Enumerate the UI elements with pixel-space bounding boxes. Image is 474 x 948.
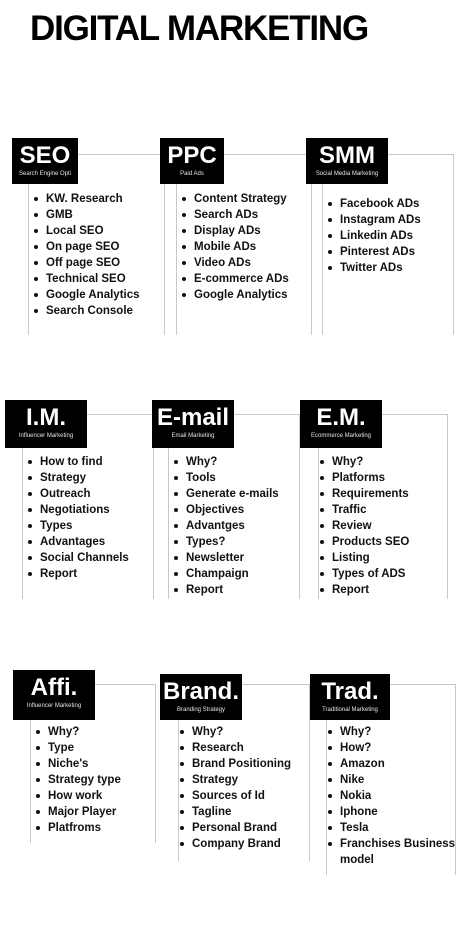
list-item: Instagram ADs bbox=[326, 212, 421, 228]
card-subtitle: Branding Strategy bbox=[176, 707, 226, 713]
list-item: Newsletter bbox=[172, 550, 279, 566]
card-subtitle: Social Media Marketing bbox=[315, 171, 379, 177]
list-item: KW. Research bbox=[32, 191, 140, 207]
list-item: Strategy bbox=[26, 470, 129, 486]
list-item: On page SEO bbox=[32, 239, 140, 255]
list-item: Why? bbox=[178, 724, 291, 740]
list-item: How to find bbox=[26, 454, 129, 470]
list-item: Generate e-mails bbox=[172, 486, 279, 502]
list-item: Strategy bbox=[178, 772, 291, 788]
list-item: Champaign bbox=[172, 566, 279, 582]
card-badge bbox=[160, 674, 242, 720]
card-subtitle: Email Marketing bbox=[171, 433, 215, 439]
list-item: Requirements bbox=[318, 486, 409, 502]
card-badge bbox=[160, 138, 224, 184]
card-item-list bbox=[326, 724, 466, 868]
list-item: Report bbox=[172, 582, 279, 598]
list-item: Strategy type bbox=[34, 772, 121, 788]
card-subtitle: Search Engine Opti bbox=[18, 171, 72, 177]
card-subtitle: Traditional Marketing bbox=[322, 707, 378, 713]
list-item: E-commerce ADs bbox=[180, 271, 289, 287]
list-item: Sources of Id bbox=[178, 788, 291, 804]
card-item-list bbox=[172, 454, 279, 598]
list-item: Twitter ADs bbox=[326, 260, 421, 276]
list-item: Advantges bbox=[172, 518, 279, 534]
card-badge bbox=[13, 670, 95, 720]
list-item: Content Strategy bbox=[180, 191, 289, 207]
list-item: Local SEO bbox=[32, 223, 140, 239]
list-item: Objectives bbox=[172, 502, 279, 518]
card-subtitle: Paid Ads bbox=[180, 171, 204, 177]
list-item: Report bbox=[318, 582, 409, 598]
list-item: How? bbox=[326, 740, 466, 756]
card-badge bbox=[12, 138, 78, 184]
list-item: Research bbox=[178, 740, 291, 756]
card-item-list bbox=[32, 191, 140, 319]
list-item: Tagline bbox=[178, 804, 291, 820]
list-item: Outreach bbox=[26, 486, 129, 502]
list-item: Social Channels bbox=[26, 550, 129, 566]
list-item: Google Analytics bbox=[180, 287, 289, 303]
list-item: Why? bbox=[172, 454, 279, 470]
list-item: Linkedin ADs bbox=[326, 228, 421, 244]
list-item: Facebook ADs bbox=[326, 196, 421, 212]
list-item: Technical SEO bbox=[32, 271, 140, 287]
list-item: Platforms bbox=[318, 470, 409, 486]
list-item: Iphone bbox=[326, 804, 466, 820]
card-badge bbox=[310, 674, 390, 720]
list-item: Review bbox=[318, 518, 409, 534]
list-item: Video ADs bbox=[180, 255, 289, 271]
list-item: Why? bbox=[326, 724, 466, 740]
card-abbreviation: E-mail bbox=[156, 404, 230, 431]
card-item-list bbox=[26, 454, 129, 582]
card-abbreviation: E.M. bbox=[316, 404, 366, 431]
list-item: Google Analytics bbox=[32, 287, 140, 303]
card-abbreviation: Brand. bbox=[162, 678, 239, 705]
card-abbreviation: PPC bbox=[167, 142, 217, 169]
card-item-list bbox=[326, 196, 421, 276]
list-item: Display ADs bbox=[180, 223, 289, 239]
page-title: DIGITAL MARKETING bbox=[30, 9, 369, 48]
card-subtitle: Ecommerce Marketing bbox=[310, 433, 372, 439]
list-item: Advantages bbox=[26, 534, 129, 550]
card-abbreviation: SEO bbox=[19, 142, 71, 169]
list-item: Listing bbox=[318, 550, 409, 566]
list-item: Types bbox=[26, 518, 129, 534]
card-item-list bbox=[180, 191, 289, 303]
list-item: Type bbox=[34, 740, 121, 756]
list-item: Niche's bbox=[34, 756, 121, 772]
list-item: Negotiations bbox=[26, 502, 129, 518]
list-item: Search Console bbox=[32, 303, 140, 319]
list-item: Pinterest ADs bbox=[326, 244, 421, 260]
card-subtitle: Influencer Marketing bbox=[26, 703, 82, 709]
list-item: Amazon bbox=[326, 756, 466, 772]
list-item: Tesla bbox=[326, 820, 466, 836]
list-item: Brand Positioning bbox=[178, 756, 291, 772]
card-badge bbox=[306, 138, 388, 184]
list-item: Franchises Business model bbox=[326, 836, 466, 868]
list-item: Traffic bbox=[318, 502, 409, 518]
list-item: Types? bbox=[172, 534, 279, 550]
card-item-list bbox=[34, 724, 121, 836]
list-item: Personal Brand bbox=[178, 820, 291, 836]
card-item-list bbox=[178, 724, 291, 852]
card-badge bbox=[300, 400, 382, 448]
list-item: Report bbox=[26, 566, 129, 582]
list-item: Platfroms bbox=[34, 820, 121, 836]
list-item: Search ADs bbox=[180, 207, 289, 223]
list-item: Off page SEO bbox=[32, 255, 140, 271]
list-item: Types of ADS bbox=[318, 566, 409, 582]
list-item: Why? bbox=[318, 454, 409, 470]
card-abbreviation: Trad. bbox=[321, 678, 379, 705]
list-item: Major Player bbox=[34, 804, 121, 820]
list-item: Nike bbox=[326, 772, 466, 788]
card-subtitle: Influencer Marketing bbox=[18, 433, 74, 439]
list-item: How work bbox=[34, 788, 121, 804]
list-item: Tools bbox=[172, 470, 279, 486]
list-item: GMB bbox=[32, 207, 140, 223]
card-abbreviation: I.M. bbox=[26, 404, 66, 431]
list-item: Nokia bbox=[326, 788, 466, 804]
list-item: Products SEO bbox=[318, 534, 409, 550]
list-item: Company Brand bbox=[178, 836, 291, 852]
card-badge bbox=[5, 400, 87, 448]
card-abbreviation: SMM bbox=[319, 142, 375, 169]
card-abbreviation: Affi. bbox=[30, 674, 78, 701]
list-item: Why? bbox=[34, 724, 121, 740]
card-badge bbox=[152, 400, 234, 448]
list-item: Mobile ADs bbox=[180, 239, 289, 255]
card-item-list bbox=[318, 454, 409, 598]
